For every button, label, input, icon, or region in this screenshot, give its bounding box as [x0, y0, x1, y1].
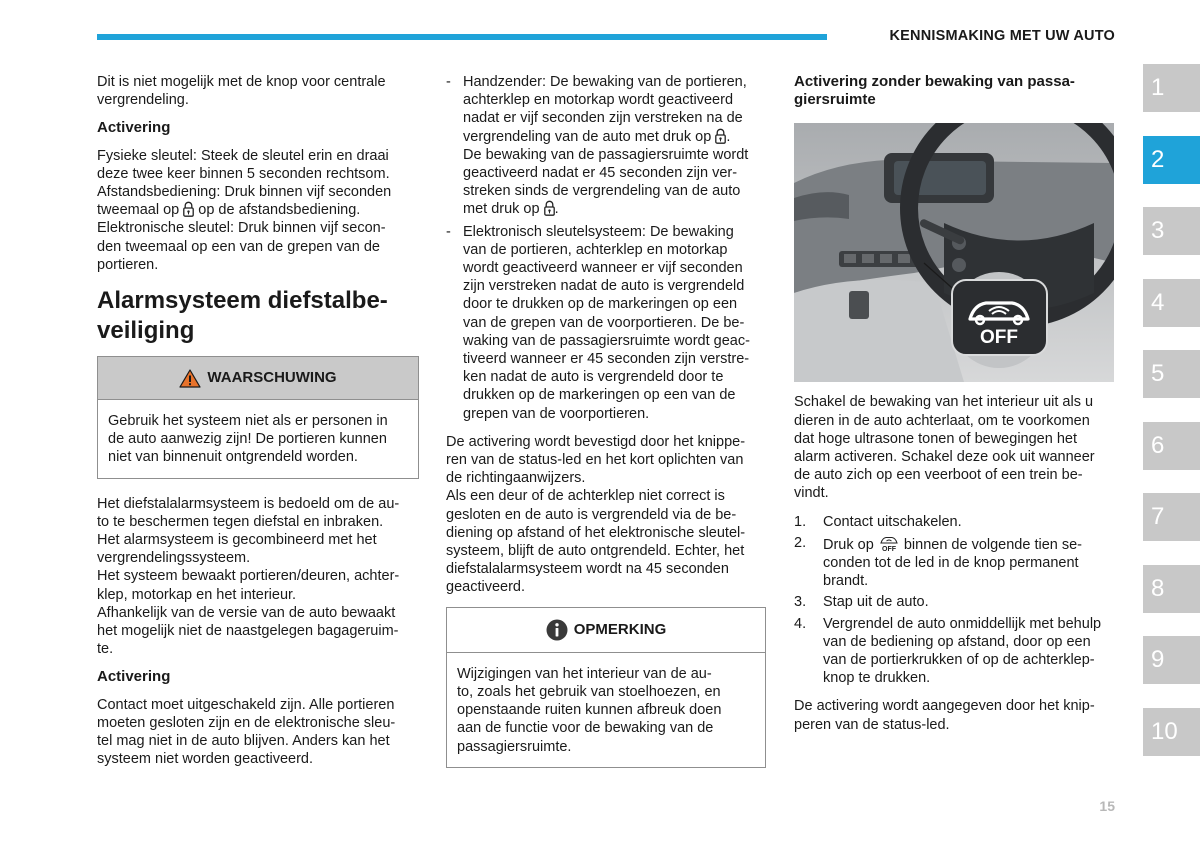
warning-label: WAARSCHUWING: [207, 368, 337, 386]
chapter-tab-3[interactable]: 3: [1143, 207, 1200, 255]
text-line: grepen van de voorportieren.: [463, 405, 650, 422]
text-line: Het systeem bewaakt portieren/deuren, achter-: [97, 568, 400, 585]
text-line: niet van binnenuit ontgrendeld worden.: [108, 449, 358, 466]
text-line: de auto zich op een veerboot of een trein be-: [794, 467, 1083, 484]
text-line: [823, 534, 1116, 554]
text-line: De activering wordt bevestigd door het knippe-: [446, 433, 746, 450]
outro-paragraph: [794, 697, 1116, 733]
chapter-tab-7[interactable]: 7: [1143, 493, 1200, 541]
text-line: waking van de passagiersruimte wordt geac-: [463, 332, 750, 349]
text-line: systeem, blijft de auto ontgrendeld. Echter, het: [446, 543, 745, 560]
text-line: conden tot de led in de knop permanent: [823, 555, 1079, 572]
chapter-tab-2[interactable]: 2: [1143, 136, 1200, 184]
section-heading: [97, 286, 419, 346]
text-line: Contact uitschakelen.: [823, 513, 962, 530]
chapter-tab-1[interactable]: 1: [1143, 64, 1200, 112]
list-item: [794, 534, 1116, 591]
text-line: diening op afstand of het elektronische sleutel-: [446, 524, 746, 541]
confirm-paragraph: [446, 433, 766, 597]
heading-line: giersruimte: [794, 91, 876, 109]
text-line: De bewaking van de passagiersruimte wordt: [463, 146, 749, 163]
text-line: Afstandsbediening: Druk binnen vijf seconden: [97, 184, 392, 201]
subsection-heading: [794, 73, 1116, 109]
warning-triangle-icon: [179, 369, 201, 388]
text-line: achterklep en motorkap wordt geactiveerd: [463, 92, 734, 109]
text-line: ken nadat de auto is vergrendeld door te: [463, 369, 724, 386]
text-line: vindt.: [794, 485, 829, 502]
lock-icon: [183, 201, 194, 217]
step-number: 3.: [794, 594, 807, 611]
activering-paragraph: [97, 147, 419, 274]
text-fragment: binnen de volgende tien se-: [899, 536, 1083, 553]
heading-line: Activering zonder bewaking van passa-: [794, 73, 1075, 90]
text-line: Vergrendel de auto onmiddellijk met behulp: [823, 615, 1102, 632]
column-1: [97, 73, 419, 778]
steps-list: [794, 513, 1116, 688]
activering-paragraph: [97, 696, 419, 769]
text-line: alarm activeren. Schakel deze ook uit wanneer: [794, 449, 1095, 466]
text-line: van de grepen van de voorportieren. De be-: [463, 314, 745, 331]
chapter-tab-5[interactable]: 5: [1143, 350, 1200, 398]
text-line: klep, motorkap en het interieur.: [97, 586, 297, 603]
text-line: Wijzigingen van het interieur van de au-: [457, 665, 712, 682]
text-line: het mogelijk niet de naastgelegen bagageruim-: [97, 623, 399, 640]
column-3: [794, 73, 1116, 744]
text-line: door te drukken op de markeringen op een: [463, 296, 738, 313]
text-line: Elektronisch sleutelsysteem: De bewaking: [463, 223, 734, 240]
text-line: dieren in de auto achterlaat, om te voorkomen: [794, 412, 1090, 429]
note-body: [447, 653, 765, 767]
text-line: Fysieke sleutel: Steek de sleutel erin en draai: [97, 147, 389, 164]
dashboard-illustration: [794, 123, 1114, 382]
note-box: [446, 607, 766, 768]
text-line: tiveerd wanneer er 45 seconden zijn verstre-: [463, 351, 750, 368]
page-number: 15: [1099, 798, 1115, 814]
text-line: to te beschermen tegen diefstal en inbraken.: [97, 513, 384, 530]
text-line: geactiveerd.: [446, 579, 525, 596]
dashboard-photo: [794, 123, 1114, 382]
list-dash: -: [446, 223, 451, 240]
text-line: tel mag niet in de auto blijven. Anders kan het: [97, 733, 390, 750]
list-dash: -: [446, 74, 451, 90]
text-line: [97, 201, 419, 219]
chapter-tab-10[interactable]: 10: [1143, 708, 1200, 756]
interior-alarm-off-icon: [878, 534, 900, 552]
list-item: [794, 593, 1116, 611]
warning-box: [97, 356, 419, 479]
intro-paragraph: [97, 73, 419, 109]
step-number: 2.: [794, 534, 807, 551]
text-line: Elektronische sleutel: Druk binnen vijf secon-: [97, 220, 386, 237]
text-line: to, zoals het gebruik van stoelhoezen, en: [457, 683, 721, 700]
step-number: 4.: [794, 615, 807, 632]
text-line: vergrendeling.: [97, 92, 189, 109]
icon-text: OFF: [881, 545, 896, 552]
text-line: van de bediening op afstand, door op een: [823, 633, 1091, 650]
text-line: wordt geactiveerd wanneer er vijf seconden: [463, 260, 743, 277]
text-line: portieren.: [97, 256, 159, 273]
activering-heading: Activering: [97, 119, 171, 137]
off-button-label: OFF: [980, 327, 1018, 349]
list-item: [794, 513, 1116, 531]
text-line: vergrendeling van de auto met druk op .: [463, 128, 731, 145]
text-line: streken sinds de vergrendeling van de auto: [463, 183, 741, 200]
chapter-tab-6[interactable]: 6: [1143, 422, 1200, 470]
step-number: 1.: [794, 513, 807, 530]
text-line: brandt.: [823, 573, 869, 590]
list-item: [794, 615, 1116, 688]
text-line: den tweemaal op een van de grepen van de: [97, 238, 380, 255]
text-line: geactiveerd nadat er 45 seconden zijn ver-: [463, 165, 738, 182]
text-line: peren van de status-led.: [794, 716, 950, 733]
info-icon: [546, 619, 568, 641]
text-line: de auto aanwezig zijn! De portieren kunnen: [108, 431, 387, 448]
lock-icon: [715, 128, 726, 144]
list-item: [446, 223, 766, 423]
text-line: met druk op .: [463, 201, 559, 218]
text-line: diefstalalarmsysteem wordt na 45 seconden: [446, 561, 729, 578]
text-line: vergrendelingssysteem.: [97, 550, 251, 567]
text-line: moeten gesloten zijn en de elektronische sleu-: [97, 714, 396, 731]
text-line: van de portieren, achterklep en motorkap: [463, 241, 728, 258]
text-fragment: vergrendeling van de auto met druk op: [463, 128, 716, 145]
text-line: gesloten en de auto is vergrendeld via de be-: [446, 506, 737, 523]
text-line: systeem niet worden geactiveerd.: [97, 751, 313, 768]
text-line: ren van de status-led en het kort oplichten van: [446, 452, 744, 469]
text-line: openstaande ruiten kunnen afbreuk doen: [457, 702, 722, 719]
text-line: zijn verstreken nadat de auto is vergrendeld: [463, 278, 745, 295]
lock-icon: [544, 200, 555, 216]
text-fragment: met druk op: [463, 201, 544, 218]
text-line: Het alarmsysteem is gecombineerd met het: [97, 532, 377, 549]
text-line: deze twee keer binnen 5 seconden rechtsom.: [97, 165, 390, 182]
heading-line: veiliging: [97, 317, 195, 345]
chapter-tab-8[interactable]: 8: [1143, 565, 1200, 613]
text-line: de richtingaanwijzers.: [446, 470, 586, 487]
text-fragment: tweemaal op: [97, 202, 184, 219]
text-line: Schakel de bewaking van het interieur uit als u: [794, 394, 1094, 411]
text-fragment: Druk op: [823, 536, 878, 553]
text-fragment: op de afstandsbediening.: [194, 202, 361, 219]
text-line: van de portierkrukken of op de achterklep-: [823, 652, 1095, 669]
chapter-tab-4[interactable]: 4: [1143, 279, 1200, 327]
warning-body: [98, 400, 418, 478]
text-line: Gebruik het systeem niet als er personen in: [108, 413, 388, 430]
text-line: passagiersruimte.: [457, 738, 572, 755]
activering-heading: Activering: [97, 668, 171, 686]
text-line: aan de functie voor de bewaking van de: [457, 720, 714, 737]
text-line: nadat er vijf seconden zijn verstreken na de: [463, 110, 743, 127]
text-line: te.: [97, 641, 114, 658]
text-line: Afhankelijk van de versie van de auto bewaakt: [97, 604, 396, 621]
text-line: Handzender: De bewaking van de portieren,: [463, 74, 747, 90]
note-label: OPMERKING: [573, 620, 667, 638]
text-line: knop te drukken.: [823, 670, 931, 687]
warning-header: [98, 357, 418, 400]
text-line: drukken op de markeringen op een van de: [463, 387, 736, 404]
text-line: Als een deur of de achterklep niet correct is: [446, 488, 725, 505]
column-2: [446, 73, 766, 784]
chapter-tab-9[interactable]: 9: [1143, 636, 1200, 684]
chapter-title: KENNISMAKING MET UW AUTO: [889, 28, 1115, 44]
text-line: Dit is niet mogelijk met de knop voor centrale: [97, 74, 386, 90]
intro-paragraph: [794, 393, 1116, 502]
note-header: [447, 608, 765, 653]
text-line: dat hoge ultrasone tonen of bewegingen het: [794, 430, 1077, 447]
text-line: Stap uit de auto.: [823, 594, 929, 611]
body-paragraph: [97, 495, 419, 659]
heading-line: Alarmsysteem diefstalbe-: [97, 287, 388, 315]
list-item: [446, 73, 766, 219]
header-accent-bar: [97, 34, 827, 40]
text-line: De activering wordt aangegeven door het knip-: [794, 698, 1095, 715]
text-line: Het diefstalalarmsysteem is bedoeld om de au-: [97, 495, 400, 512]
text-line: Contact moet uitgeschakeld zijn. Alle portieren: [97, 696, 395, 713]
